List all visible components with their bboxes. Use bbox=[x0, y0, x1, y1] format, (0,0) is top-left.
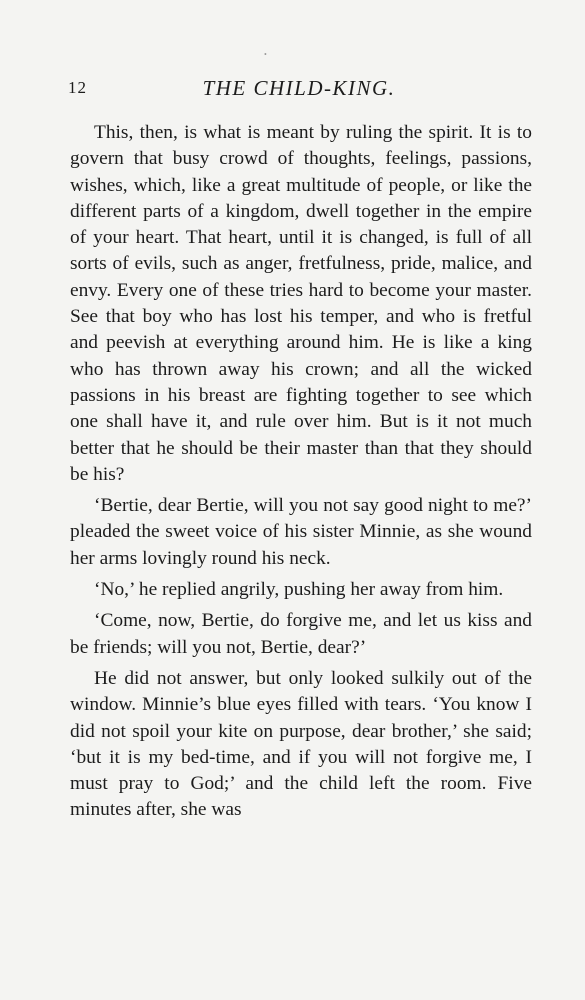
paragraph-bertie-plea: ‘Bertie, dear Bertie, will you not say good night to me?’ pleaded the sweet voice of his sister Minnie, as she wound her arms lovingly round his neck. bbox=[70, 495, 532, 569]
speck-mark: • bbox=[264, 50, 267, 59]
paragraph-no-reply: ‘No,’ he replied angrily, pushing her away from him. bbox=[94, 579, 504, 601]
running-title: THE CHILD-KING. bbox=[202, 76, 396, 100]
page-number: 12 bbox=[68, 78, 87, 97]
body-text bbox=[70, 120, 532, 824]
paragraph-come-now: ‘Come, now, Bertie, do forgive me, and let us kiss and be friends; will you not, Bertie, dear?’ bbox=[70, 610, 532, 658]
paragraph-did-not-answer: He did not answer, but only looked sulkily out of the window. Minnie’s blue eyes filled with tears. ‘You know I did not spoil your kite on purpose, dear brother,’ she said; ‘but it is my bed-time, and if you will not forgive me, I must pray to God;’ and the child left the room. Five minutes after, she was bbox=[70, 667, 532, 821]
page-header bbox=[68, 76, 530, 106]
paragraph-ruling-spirit: This, then, is what is meant by ruling the spirit. It is to govern that busy crowd of thoughts, feelings, passions, wishes, which, like a great multitude of people, or like the different parts of a kingdom, dwell together in the empire of your heart. That heart, until it is changed, is full of all sorts of evils, such as anger, fretfulness, pride, malice, and envy. Every one of these tries hard to become your master. See that boy who has lost his temper, and who is fretful and peevish at everything around him. He is like a king who has thrown away his crown; and all the wicked passions in his breast are fighting together to see which one shall have it, and rule over him. But is it not much better that he should be their master than that they should be his? bbox=[70, 122, 532, 485]
